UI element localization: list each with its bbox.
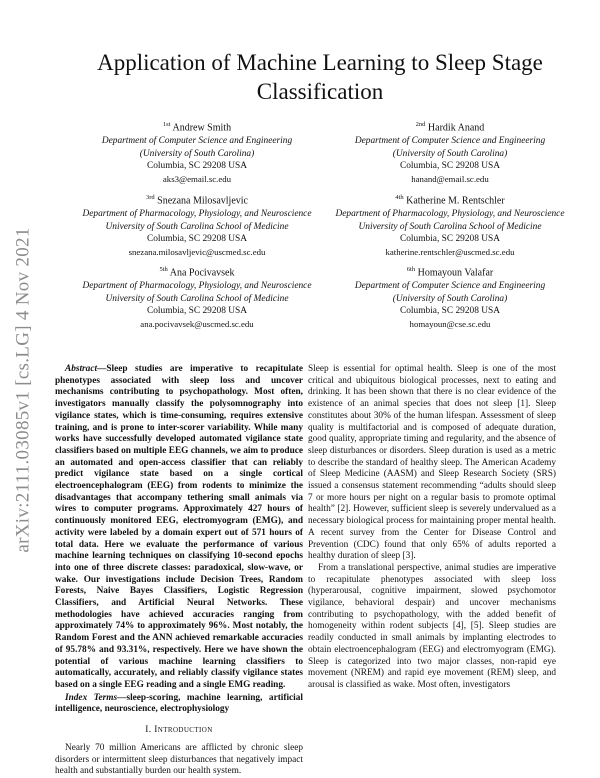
author-name: $^{1st}$ Andrew Smith bbox=[162, 121, 232, 134]
right-column bbox=[308, 364, 556, 692]
author-name: $^{4th}$ Katherine M. Rentschler bbox=[395, 194, 505, 207]
author-email: aks3@email.sc.edu bbox=[162, 173, 232, 184]
body-paragraph-2: From a translational perspective, animal studies are imperative to recapitulate phenotypes associated with sleep loss (hyperarousal, cognitive impairment, slowed psychomotor vigilance, behavioral despair) and uncover mechanisms contributing to psychopathology, with the added benefit of homogeneity within rodent subjects [4], [5]. Sleep studies are readily conducted in small animals by implanting electrodes to obtain electroencephalogram (EEG) and electromyogram (EMG). Sleep is categorized into two major classes, non-rapid eye movement (NREM) and rapid eye movement (REM) sleep, and arousal is classified as wake. Most often, investigators bbox=[308, 562, 556, 690]
left-column bbox=[55, 364, 303, 778]
author-department: Department of Pharmacology, Physiology, and Neuroscience bbox=[82, 280, 312, 291]
author-email: hanand@email.sc.edu bbox=[411, 173, 489, 184]
author-name: $^{5th}$ Ana Pocivavsek bbox=[159, 266, 235, 279]
author-institution: (University of South Carolina) bbox=[392, 293, 508, 304]
index-terms-text: —sleep-scoring, machine learning, artificial intelligence, neuroscience, electrophysiology bbox=[55, 692, 303, 715]
author-department: Department of Computer Science and Engineering bbox=[101, 135, 293, 146]
arxiv-identifier bbox=[2, 210, 46, 570]
author-institution: University of South Carolina School of Medicine bbox=[105, 221, 289, 232]
arxiv-id-text: arXiv:2111.03085v1 [cs.LG] 4 Nov 2021 bbox=[13, 227, 35, 553]
author-block-4 bbox=[315, 192, 585, 258]
section-heading: I. Introduction bbox=[145, 725, 213, 736]
abstract bbox=[55, 364, 303, 692]
author-block-6 bbox=[315, 264, 585, 330]
author-institution: University of South Carolina School of Medicine bbox=[105, 293, 289, 304]
abstract-label: Abstract bbox=[65, 364, 98, 374]
author-city: Columbia, SC 29208 USA bbox=[399, 234, 500, 245]
author-name: $^{3rd}$ Snezana Milosavljevic bbox=[146, 194, 248, 207]
intro-paragraph: Nearly 70 million Americans are afflicted by chronic sleep disorders or intermittent sleep disturbances that negatively impact health and substantially burden our health system. bbox=[55, 742, 303, 777]
author-city: Columbia, SC 29208 USA bbox=[146, 161, 247, 172]
author-institution: (University of South Carolina) bbox=[139, 148, 255, 159]
author-department: Department of Pharmacology, Physiology, and Neuroscience bbox=[335, 208, 565, 219]
author-city: Columbia, SC 29208 USA bbox=[146, 234, 247, 245]
index-terms-label: Index Terms bbox=[65, 692, 118, 703]
author-name: $^{2nd}$ Hardik Anand bbox=[415, 121, 485, 134]
abstract-text: —Sleep studies are imperative to recapitulate phenotypes associated with sleep loss and uncover mechanisms contributing to psychopathology. Most often, investigators manually classify the polysomnography into vigilance states, which is time-consuming, requires extensive training, and is prone to inter-scorer variability. While many works have successfully developed automated vigilance state classifiers based on multiple EEG channels, we aim to produce an automated and open-access classifier that can reliably predict vigilance state based on a single cortical electroencephalogram (EEG) from rodents to minimize the disadvantages that accompany tethering small animals via wires to computer programs. Approximately 427 hours of continuously monitored EEG, electromyogram (EMG), and activity were labeled by a domain expert out of 571 hours of total data. Here we evaluate the performance of various machine learning techniques on classifying 10-second epochs into one of three discrete classes: paradoxical, slow-wave, or wake. Our investigations include Decision Trees, Random Forests, Naive Bayes Classifiers, Logistic Regression Classifiers, and Artificial Neural Networks. These methodologies have achieved accuracies ranging from approximately 74% to approximately 96%. Most notably, the Random Forest and the ANN achieved remarkable accuracies of 95.78% and 93.31%, respectively. Here we have shown the potential of various machine learning classifiers to automatically, accurately, and reliably classify vigilance states based on a single EEG reading and a single EMG reading. bbox=[55, 364, 303, 690]
body-paragraph-1: Sleep is essential for optimal health. Sleep is one of the most critical and ubiquitous biological processes, next to eating and drinking. It has been shown that there is no clear evidence of the existence of an animal species that does not sleep [1]. Sleep constitutes about 30% of the human lifespan. Assessment of sleep quality is multifactorial and is composed of adequate duration, good quality, appropriate timing and regularity, and the absence of sleep disturbances or disorders. Sleep duration is used as a metric to describe the standard of healthy sleep. The American Academy of Sleep Medicine (AASM) and Sleep Research Society (SRS) issued a consensus statement recommending “adults should sleep 7 or more hours per night on a regular basis to promote optimal health” [2]. However, sufficient sleep is severely undervalued as a necessary biological process for maintaining proper mental health. A recent survey from the Center for Disease Control and Prevention (CDC) found that only 65% of adults reported a healthy duration of sleep [3]. bbox=[308, 364, 556, 562]
author-block-3 bbox=[62, 192, 332, 258]
author-block-5 bbox=[62, 264, 332, 330]
author-city: Columbia, SC 29208 USA bbox=[399, 306, 500, 317]
author-institution: University of South Carolina School of Medicine bbox=[358, 221, 542, 232]
author-city: Columbia, SC 29208 USA bbox=[399, 161, 500, 172]
author-email: ana.pocivavsek@uscmed.sc.edu bbox=[140, 318, 254, 329]
author-city: Columbia, SC 29208 USA bbox=[146, 306, 247, 317]
author-email: snezana.milosavljevic@uscmed.sc.edu bbox=[128, 246, 266, 257]
author-department: Department of Pharmacology, Physiology, and Neuroscience bbox=[82, 208, 312, 219]
author-email: katherine.rentschler@uscmed.sc.edu bbox=[385, 246, 515, 257]
author-name: $^{6th}$ Homayoun Valafar bbox=[406, 266, 494, 279]
index-terms bbox=[55, 693, 303, 716]
author-institution: (University of South Carolina) bbox=[392, 148, 508, 159]
author-block-1 bbox=[62, 119, 332, 185]
author-block-2 bbox=[315, 119, 585, 185]
author-email: homayoun@cse.sc.edu bbox=[409, 318, 491, 329]
paper-title: Application of Machine Learning to Sleep Stage Classification bbox=[97, 50, 543, 104]
author-department: Department of Computer Science and Engineering bbox=[354, 135, 546, 146]
author-department: Department of Computer Science and Engineering bbox=[354, 280, 546, 291]
